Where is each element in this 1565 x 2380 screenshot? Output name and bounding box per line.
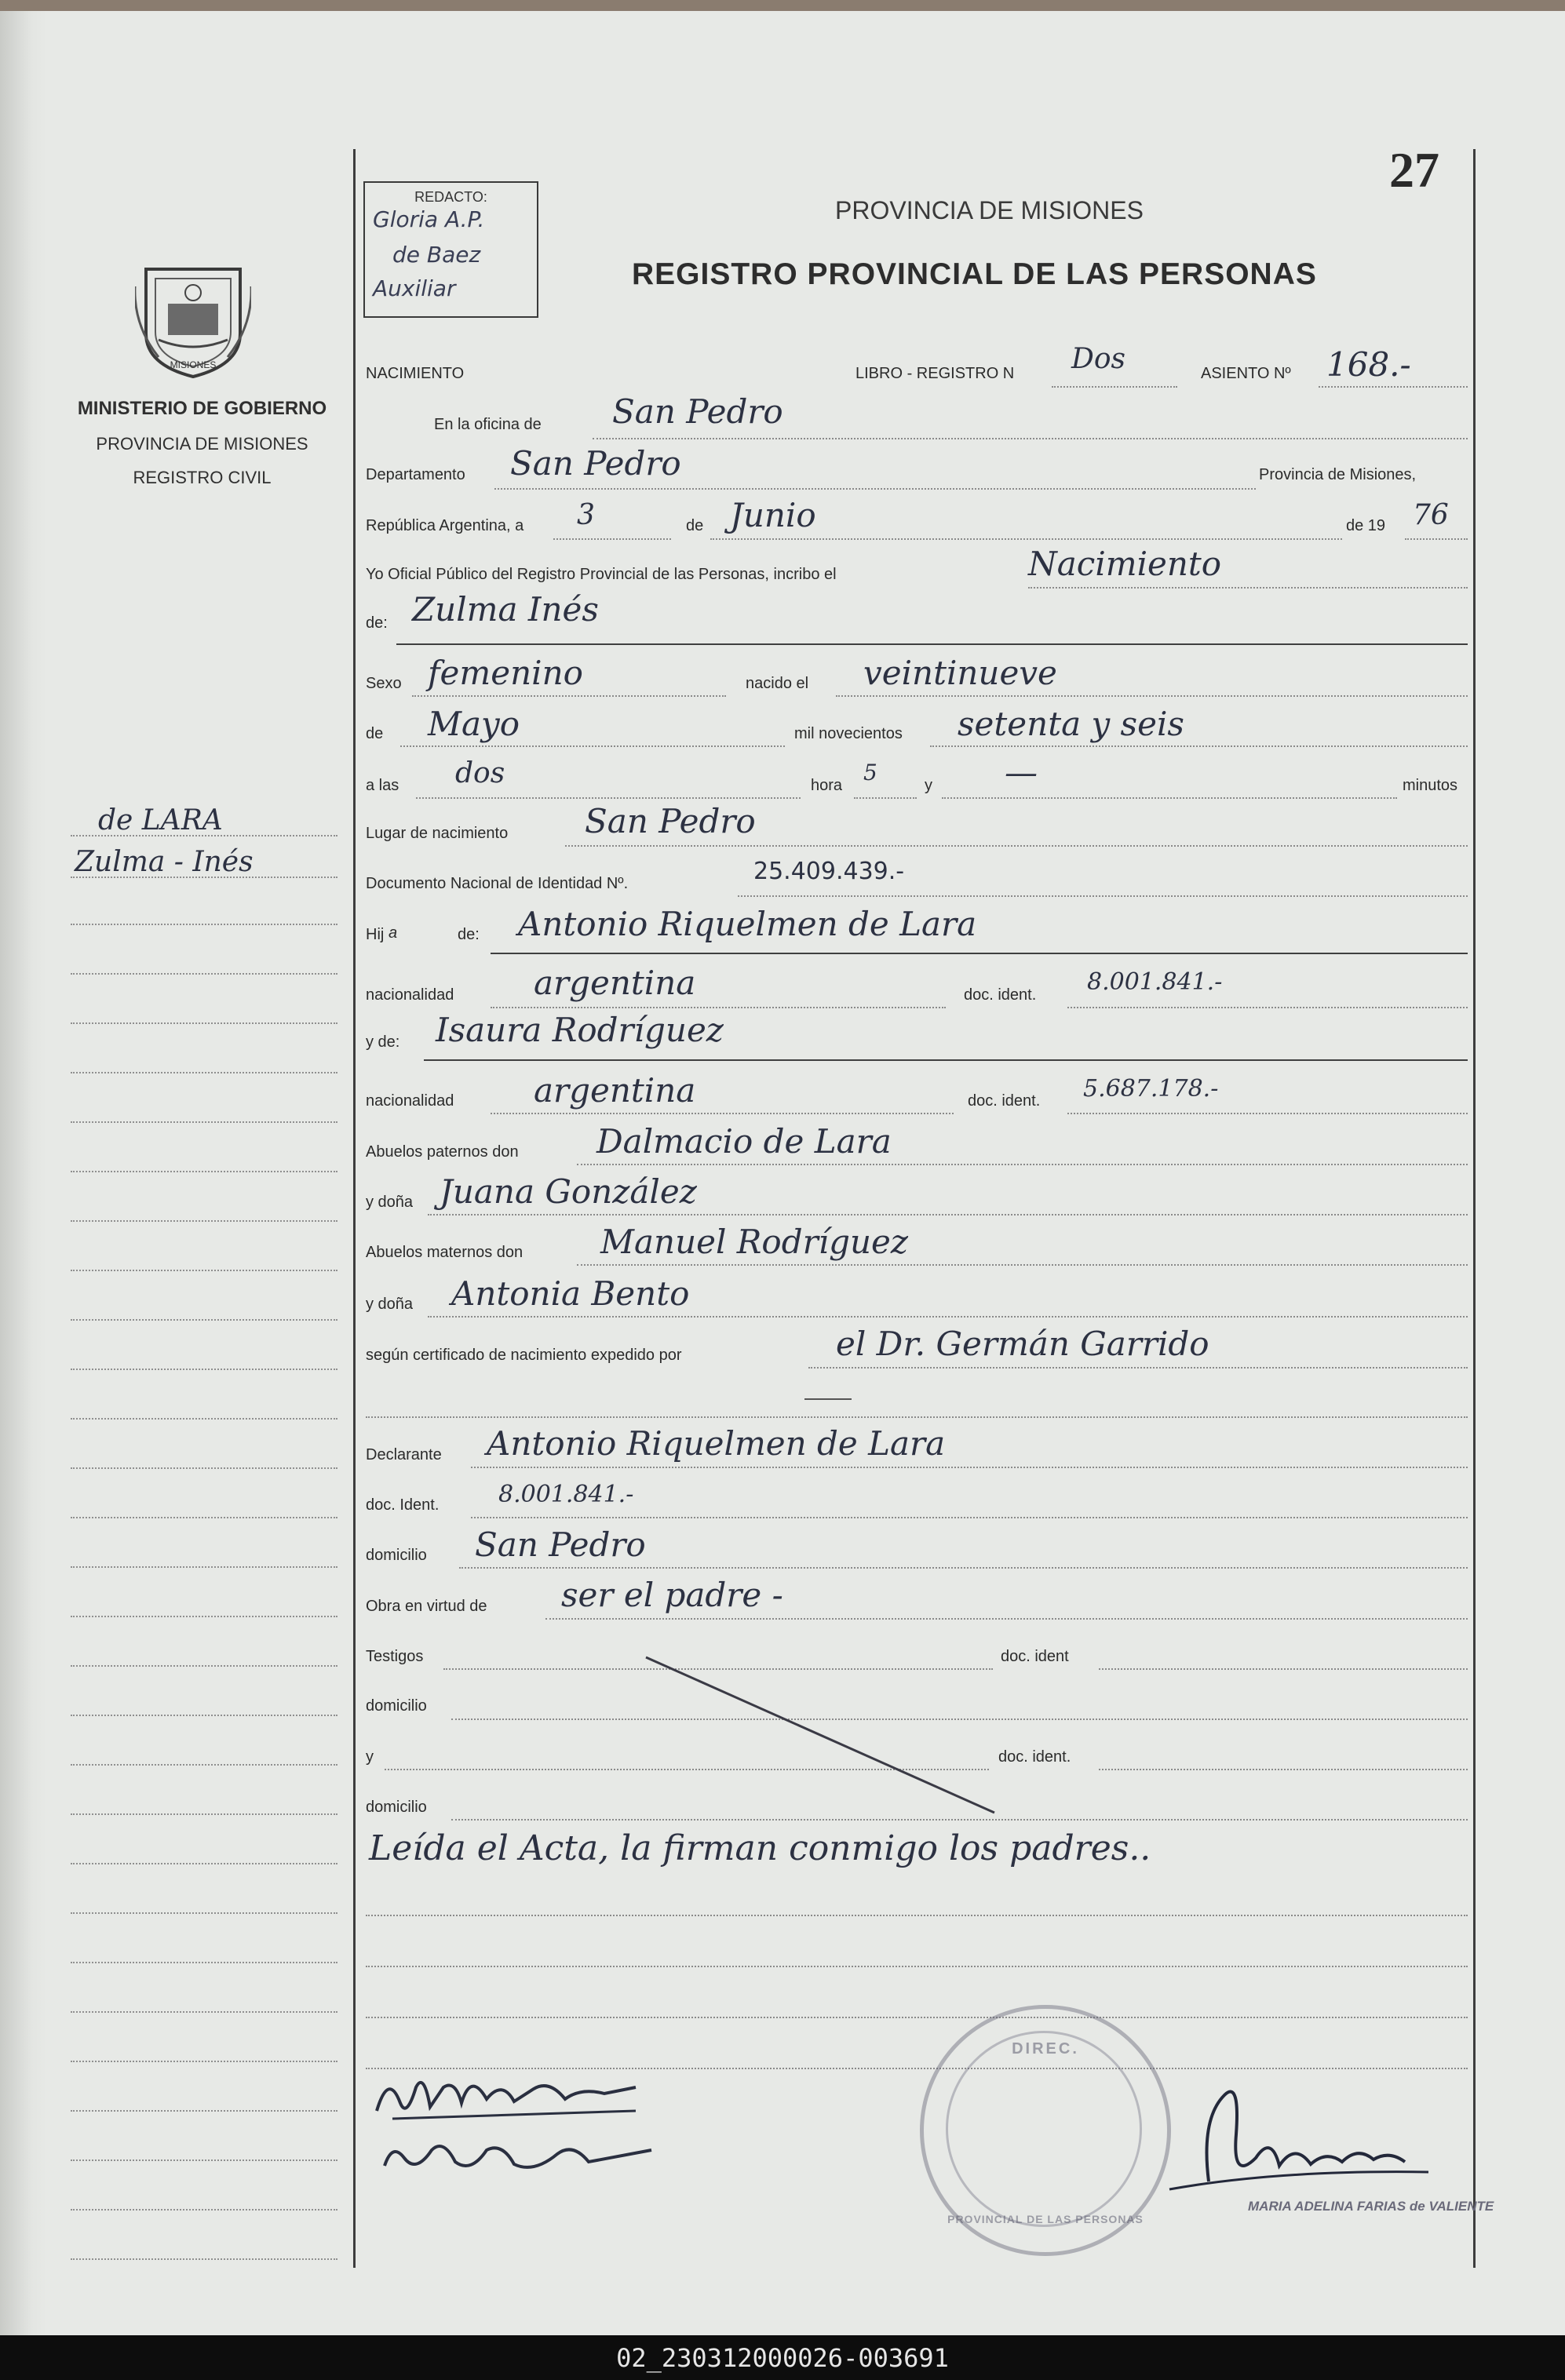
documento-line (738, 895, 1468, 897)
ministry-name: MINISTERIO DE GOBIERNO (77, 398, 327, 419)
redactor-box (363, 181, 538, 318)
abuelo-paterno-line (577, 1164, 1468, 1165)
abuelos-paternos-label: Abuelos paternos don (366, 1143, 519, 1161)
right-frame-line (1473, 149, 1476, 2268)
mes-nac-label: de (366, 725, 384, 742)
hora-num-line (854, 797, 917, 799)
strike-through-line (640, 1648, 1001, 1821)
hij-suffix: a (389, 924, 398, 942)
parents-signature (369, 2056, 699, 2189)
doc2-value: 5.687.178.- (1083, 1075, 1219, 1103)
documento-label: Documento Nacional de Identidad Nº. (366, 875, 629, 892)
lugar-label: Lugar de nacimiento (366, 825, 509, 842)
sexo-line (412, 695, 726, 697)
hora-num-value: 5 (863, 760, 877, 785)
doc-ident1-label: doc. ident. (964, 986, 1037, 1004)
blank-line-1 (366, 1416, 1468, 1418)
closing-statement: Leída el Acta, la firman conmigo los padres.. (369, 1828, 1151, 1868)
abuelo-paterno-value: Dalmacio de Lara (596, 1122, 892, 1161)
lugar-value: San Pedro (585, 802, 756, 840)
doc-declarante-line (471, 1517, 1468, 1518)
margin-line (71, 2258, 337, 2260)
left-frame-line (353, 149, 356, 2268)
margin-line (71, 1467, 337, 1469)
margin-line (71, 1665, 337, 1667)
asiento-value: 168.- (1326, 345, 1411, 384)
libro-label: LIBRO - REGISTRO N (855, 365, 1015, 382)
margin-line (71, 1072, 337, 1073)
abuelos-maternos-label: Abuelos maternos don (366, 1244, 523, 1261)
declarante-line (471, 1467, 1468, 1468)
margin-line (71, 1962, 337, 1963)
doc-ident4-line (1099, 1668, 1468, 1670)
nacionalidad2-label: nacionalidad (366, 1092, 454, 1110)
obra-value: ser el padre - (561, 1576, 783, 1614)
certificado-line (808, 1367, 1468, 1369)
margin-note-given-names: Zulma - Inés (75, 846, 254, 878)
domicilio-value: San Pedro (475, 1525, 646, 1564)
documento-value: 25.409.439.- (753, 858, 905, 885)
abuelo-materno-value: Manuel Rodríguez (600, 1223, 909, 1261)
redactor-role: Auxiliar (373, 275, 456, 301)
name-prefix-label: de: (366, 614, 388, 632)
margin-line (71, 1369, 337, 1370)
nacionalidad1-line (491, 1007, 946, 1008)
margin-line (71, 2011, 337, 2013)
blank-line-2 (366, 1915, 1468, 1916)
name-rule (396, 643, 1468, 645)
margin-line (71, 1319, 337, 1321)
minutos-label: minutos (1403, 777, 1458, 794)
republica-label: República Argentina, a (366, 517, 524, 534)
doc-ident4-label: doc. ident (1001, 1648, 1069, 1665)
madre-value: Isaura Rodríguez (436, 1011, 724, 1049)
hij-de-label: de: (458, 926, 480, 943)
blank-line-3 (366, 1966, 1468, 1967)
margin-line (71, 1121, 337, 1123)
doc-ident3-label: doc. Ident. (366, 1496, 440, 1514)
obra-label: Obra en virtud de (366, 1598, 487, 1615)
registry-heading: REGISTRO PROVINCIAL DE LAS PERSONAS (632, 257, 1317, 291)
margin-line (71, 1566, 337, 1568)
obra-line (545, 1618, 1468, 1620)
margin-line (71, 1517, 337, 1518)
month-line (710, 538, 1342, 540)
stamp-top-text: DIREC. (1012, 2040, 1079, 2057)
segun-label: según certificado de nacimiento expedido por (366, 1347, 682, 1364)
abuela-materna-value: Antonia Bento (451, 1274, 690, 1313)
doc1-line (1067, 1007, 1468, 1008)
mil-label: mil novecientos (794, 725, 903, 742)
page-binding (0, 11, 31, 2335)
yo-oficial-label: Yo Oficial Público del Registro Provincial de las Personas, incribo el (366, 566, 837, 583)
certificado-value: el Dr. Germán Garrido (836, 1325, 1209, 1363)
oficina-line (593, 438, 1468, 439)
madre-label: y de: (366, 1033, 400, 1051)
nacionalidad1-value: argentina (534, 964, 696, 1002)
registered-name: Zulma Inés (412, 590, 599, 629)
asiento-label: ASIENTO Nº (1201, 365, 1291, 382)
margin-line (71, 1764, 337, 1766)
testigos-label: Testigos (366, 1648, 424, 1665)
margin-line (71, 1863, 337, 1864)
year-prefix-label: de 19 (1346, 517, 1386, 534)
sexo-value: femenino (428, 654, 583, 692)
minutos-value: — (1005, 753, 1038, 792)
page-number: 27 (1389, 142, 1439, 198)
nacionalidad2-value: argentina (534, 1071, 696, 1110)
doc-ident5-label: doc. ident. (998, 1748, 1071, 1766)
blank-line-4 (366, 2017, 1468, 2018)
mes-nac-value: Mayo (428, 705, 520, 743)
image-code: 02_230312000026-003691 (616, 2343, 949, 2373)
doc1-value: 8.001.841.- (1087, 968, 1223, 996)
hij-label: Hij (366, 926, 385, 943)
certificado-dash (804, 1398, 852, 1400)
margin-line (71, 973, 337, 975)
declarante-value: Antonio Riquelmen de Lara (487, 1424, 946, 1463)
margin-note-surname: de LARA (98, 804, 223, 836)
margin-line (71, 1022, 337, 1024)
abuela-materna-label: y doña (366, 1296, 414, 1313)
margin-line (71, 1813, 337, 1815)
abuela-materna-line (428, 1316, 1468, 1318)
doc2-line (1067, 1113, 1468, 1114)
nacido-value: veintinueve (863, 654, 1057, 692)
official-name: MARIA ADELINA FARIAS de VALIENTE (1248, 2199, 1494, 2214)
doc-ident2-label: doc. ident. (968, 1092, 1041, 1110)
provincia-label: Provincia de Misiones, (1259, 466, 1417, 483)
day-value: 3 (577, 499, 595, 531)
nacionalidad2-line (491, 1113, 954, 1114)
asiento-line (1319, 386, 1468, 388)
nacionalidad1-label: nacionalidad (366, 986, 454, 1004)
libro-value: Dos (1071, 343, 1126, 375)
province-heading: PROVINCIA DE MISIONES (835, 196, 1144, 224)
stamp-side-text: PROVINCIAL DE LAS PERSONAS (947, 2213, 1144, 2225)
margin-line (71, 1616, 337, 1617)
doc-ident5-line (1099, 1769, 1468, 1770)
redactor-name: Gloria A.P. (373, 206, 485, 232)
margin-line (71, 1418, 337, 1420)
margin-line (71, 1220, 337, 1222)
anio-nac-line (930, 745, 1468, 747)
redactor-label: REDACTO: (414, 189, 487, 205)
padre-value: Antonio Riquelmen de Lara (518, 905, 977, 943)
doc-declarante-value: 8.001.841.- (498, 1481, 634, 1508)
domicilio-line (459, 1567, 1468, 1569)
sexo-label: Sexo (366, 675, 402, 692)
declarante-label: Declarante (366, 1446, 442, 1463)
official-stamp (920, 2005, 1171, 2256)
madre-rule (424, 1059, 1468, 1061)
nacido-line (836, 695, 1468, 697)
departamento-label: Departamento (366, 466, 465, 483)
margin-line (71, 1270, 337, 1271)
libro-line (1052, 386, 1177, 388)
redactor-surname: de Baez (392, 242, 481, 268)
margin-line (71, 2061, 337, 2062)
nacimiento-label: NACIMIENTO (366, 365, 465, 382)
margin-line (71, 1912, 337, 1914)
acto-line (1028, 587, 1468, 589)
margin-line (71, 1715, 337, 1716)
day-line (553, 538, 671, 540)
mes-nac-line (400, 745, 785, 747)
official-signature (1162, 2072, 1460, 2213)
oficina-label: En la oficina de (434, 416, 542, 433)
abuela-paterna-value: Juana González (440, 1172, 697, 1211)
abuelo-materno-line (577, 1264, 1468, 1266)
seal-label: MISIONES (170, 359, 217, 370)
margin-line (71, 924, 337, 925)
month-value: Junio (730, 496, 816, 534)
stamp-inner-ring (946, 2031, 1142, 2227)
domicilio1-label: domicilio (366, 1547, 427, 1564)
year-line (1405, 538, 1468, 540)
ministry-registry: REGISTRO CIVIL (133, 468, 272, 487)
a-las-label: a las (366, 777, 399, 794)
abuela-paterna-line (428, 1214, 1468, 1216)
anio-nac-value: setenta y seis (958, 705, 1184, 743)
padre-rule (491, 953, 1468, 954)
hora-label: hora (811, 777, 843, 794)
margin-line (71, 2110, 337, 2112)
hora-value: dos (455, 757, 505, 789)
departamento-value: San Pedro (510, 444, 681, 483)
hora-line (416, 797, 801, 799)
acto-value: Nacimiento (1028, 545, 1222, 583)
domicilio3-label: domicilio (366, 1799, 427, 1816)
scan-top-edge (0, 0, 1565, 11)
y-label: y (925, 777, 932, 794)
minutos-line (942, 797, 1397, 799)
y2-label: y (366, 1748, 374, 1766)
margin-line (71, 1171, 337, 1172)
year-value: 76 (1413, 499, 1449, 531)
nacido-label: nacido el (746, 675, 809, 692)
abuela-paterna-label: y doña (366, 1194, 414, 1211)
margin-line (71, 2209, 337, 2211)
margin-line (71, 2159, 337, 2161)
domicilio2-label: domicilio (366, 1697, 427, 1715)
de-label: de (686, 517, 704, 534)
lugar-line (565, 845, 1468, 847)
departamento-line (494, 488, 1256, 490)
ministry-province: PROVINCIA DE MISIONES (96, 434, 308, 454)
oficina-value: San Pedro (612, 392, 783, 431)
